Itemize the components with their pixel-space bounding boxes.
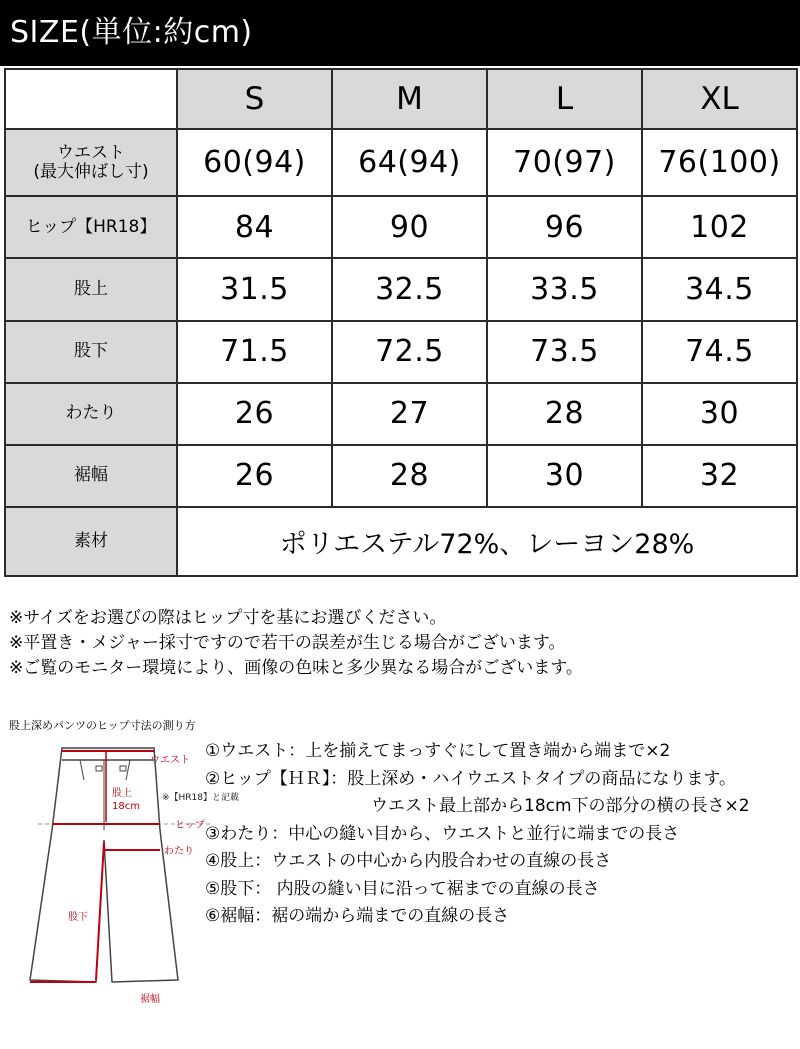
table-cell: 71.5	[177, 321, 332, 383]
size-col-xl: XL	[642, 69, 797, 129]
row-label-inseam: 股下	[5, 321, 177, 383]
table-row-hem	[5, 445, 797, 507]
table-cell: 73.5	[487, 321, 642, 383]
table-cell: 32	[642, 445, 797, 507]
instruction-line: ⑥裾幅：裾の端から端までの直線の長さ	[205, 906, 510, 926]
pants-outline	[30, 748, 178, 982]
instruction-line: ④股上：ウエストの中心から内股合わせの直線の長さ	[205, 851, 612, 871]
label-rise-cm: 18cm	[112, 801, 140, 812]
table-cell: 33.5	[487, 258, 642, 320]
table-cell: 64(94)	[332, 129, 487, 196]
table-cell: 26	[177, 383, 332, 445]
row-label-waist-line2: (最大伸ばし寸)	[33, 161, 149, 182]
size-header-row	[5, 69, 797, 129]
table-row-thigh	[5, 383, 797, 445]
table-row-rise	[5, 258, 797, 320]
instruction-line: ②ヒップ【ＨＲ】：股上深め・ハイウエストタイプの商品になります。	[205, 768, 737, 789]
table-cell: 31.5	[177, 258, 332, 320]
table-cell: 102	[642, 196, 797, 258]
table-cell: 28	[332, 445, 487, 507]
instruction-line: ウエスト最上部から18cm下の部分の横の長さ×2	[371, 796, 750, 816]
table-row-waist	[5, 129, 797, 196]
pants-diagram	[0, 730, 240, 1049]
row-label-rise: 股上	[5, 258, 177, 320]
row-label-hip: ヒップ【HR18】	[5, 196, 177, 258]
table-cell: 32.5	[332, 258, 487, 320]
table-row-hip	[5, 196, 797, 258]
note-line: ※サイズをお選びの際はヒップ寸を基にお選びください。	[9, 608, 447, 628]
table-cell: 60(94)	[177, 129, 332, 196]
size-col-s: S	[177, 69, 332, 129]
table-cell: 76(100)	[642, 129, 797, 196]
label-hip: ヒップ	[175, 820, 205, 831]
material-value: ポリエステル72%、レーヨン28%	[177, 507, 797, 576]
table-cell: 26	[177, 445, 332, 507]
table-cell: 30	[487, 445, 642, 507]
table-cell: 30	[642, 383, 797, 445]
instruction-line: ⑤股下： 内股の縫い目に沿って裾までの直線の長さ	[205, 878, 600, 899]
table-cell: 34.5	[642, 258, 797, 320]
note-line: ※平置き・メジャー採寸ですので若干の誤差が生じる場合がございます。	[9, 633, 566, 653]
inseam-measure-line	[96, 842, 104, 980]
table-cell: 96	[487, 196, 642, 258]
notes	[9, 606, 583, 681]
note-line: ※ご覧のモニター環境により、画像の色味と多少異なる場合がございます。	[9, 658, 583, 678]
pants-illustration	[0, 730, 240, 1049]
row-label-material: 素材	[5, 507, 177, 576]
table-cell: 28	[487, 383, 642, 445]
row-label-waist-line1: ウエスト	[57, 142, 125, 163]
label-hr-note: ※【HR18】と記載	[162, 793, 240, 803]
table-corner-cell	[5, 69, 177, 129]
size-col-m: M	[332, 69, 487, 129]
label-hem: 裾幅	[140, 994, 160, 1005]
size-table	[4, 68, 798, 577]
table-row-inseam	[5, 321, 797, 383]
label-waist: ウエスト	[150, 755, 190, 766]
label-rise: 股上	[112, 788, 132, 799]
table-cell: 84	[177, 196, 332, 258]
table-cell: 27	[332, 383, 487, 445]
label-thigh: わたり	[164, 846, 194, 857]
table-cell: 90	[332, 196, 487, 258]
table-cell: 70(97)	[487, 129, 642, 196]
label-inseam: 股下	[68, 912, 88, 923]
instruction-line: ③わたり：中心の縫い目から、ウエストと並行に端までの長さ	[205, 823, 680, 844]
size-col-l: L	[487, 69, 642, 129]
row-label-waist	[5, 129, 177, 196]
measurement-instructions	[205, 738, 750, 931]
size-header: SIZE(単位:約cm)	[0, 0, 800, 66]
table-cell: 74.5	[642, 321, 797, 383]
row-label-hem: 裾幅	[5, 445, 177, 507]
row-label-thigh: わたり	[5, 383, 177, 445]
diagram-title: 股上深めパンツのヒップ寸法の測り方	[9, 719, 196, 732]
table-cell: 72.5	[332, 321, 487, 383]
instruction-line: ①ウエスト：上を揃えてまっすぐにして置き端から端まで×2	[205, 741, 671, 761]
table-row-material	[5, 507, 797, 576]
